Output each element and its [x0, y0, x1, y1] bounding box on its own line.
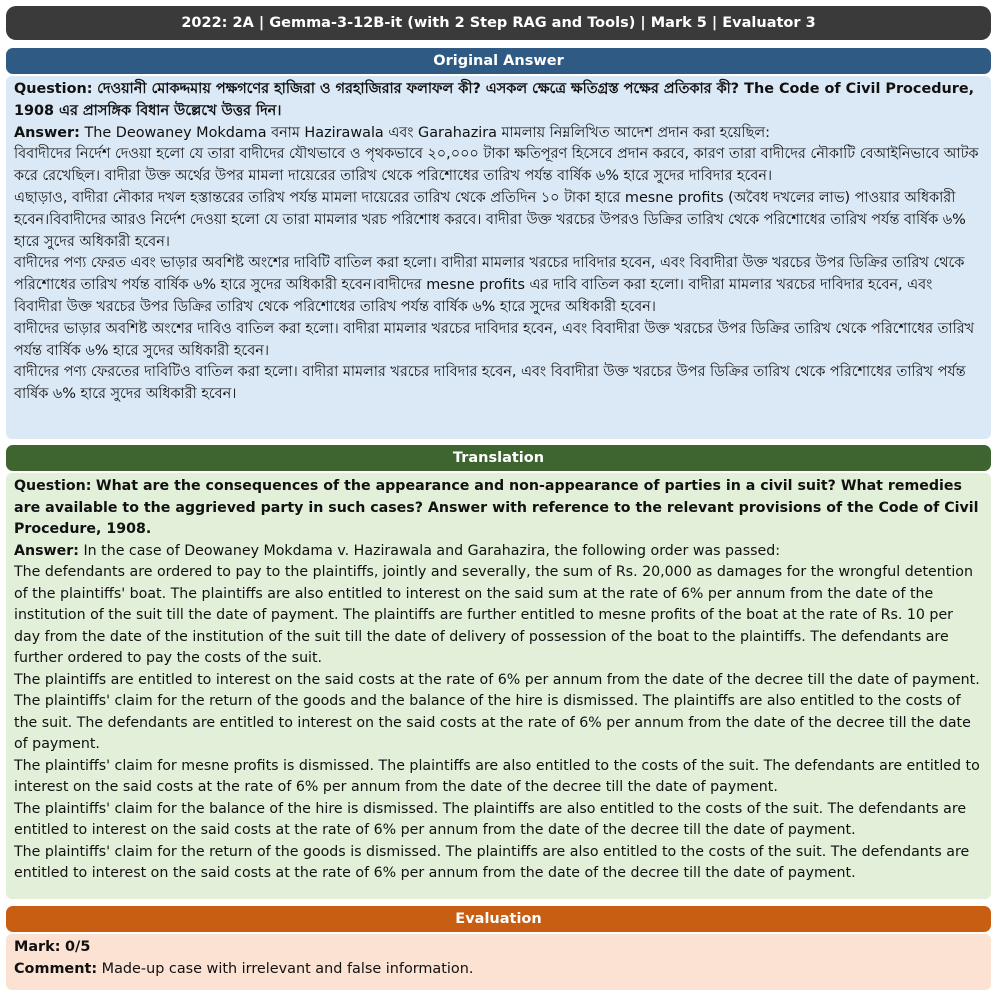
original-paragraph: বাদীদের ভাড়ার অবশিষ্ট অংশের দাবিও বাতিল করা হলো। বাদীরা মামলার খরচের দাবিদার হবেন, এবং বিবাদীরা উক্ত খরচের উপর ডিক্রির তারিখ থেকে পরিশোধের তারিখ পর্যন্ত বার্ষিক ৬% হারে সুদের অধিকারী হবেন। [14, 320, 975, 359]
evaluation-mark [14, 937, 983, 959]
translation-answer-label: Answer: [14, 542, 79, 559]
translation-answer-intro [14, 541, 983, 563]
comment-text: Made-up case with irrelevant and false information. [101, 960, 474, 977]
translation-body [6, 473, 991, 899]
original-paragraph: বাদীদের পণ্য ফেরতের দাবিটিও বাতিল করা হলো। বাদীরা মামলার খরচের দাবিদার হবেন, এবং বিবাদীরা উক্ত খরচের উপর ডিক্রির তারিখ থেকে পরিশোধের তারিখ পর্যন্ত বার্ষিক ৬% হারে সুদের অধিকারী হবেন। [14, 364, 966, 403]
translation-paragraph: The plaintiffs' claim for the balance of the hire is dismissed. The plaintiffs are also entitled to the costs of the suit. The defendants are entitled to interest on the said costs at the rate of 6% per annum from the date of the decree till the date of payment. [14, 800, 967, 838]
translation-header: Translation [6, 445, 991, 471]
translation-question-label: Question: [14, 478, 92, 494]
translation-paragraph: The defendants are ordered to pay to the plaintiffs, jointly and severally, the sum of Rs. 20,000 as damages for the wrongful detention of the plaintiffs' boat. The plaintiffs are also entitled to interest on the said sum at the rate of 6% per annum from the date of the institution of the suit till the date of payment. The plaintiffs are further entitled to mesne profits of the boat at the rate of Rs. 10 per day from the date of the institution of the suit till the date of delivery of possession of the boat to the plaintiffs. The defendants are further ordered to pay the costs of the suit. [14, 564, 973, 666]
translation-paragraph: The plaintiffs are entitled to interest on the said costs at the rate of 6% per annum from the date of the decree till the date of payment. [14, 671, 980, 688]
original-answer-intro-text: The Deowaney Mokdama বনাম Hazirawala এবং Garahazira মামলায় নিম্নলিখিত আদেশ প্রদান করা হয়েছিল: [84, 124, 770, 141]
original-answer-header: Original Answer [6, 48, 991, 74]
evaluation-header: Evaluation [6, 906, 991, 932]
translation-paragraph: The plaintiffs' claim for the return of the goods and the balance of the hire is dismissed. The plaintiffs are also entitled to the costs of the suit. The defendants are entitled to interest on the said costs at the rate of 6% per annum from the date of the decree till the date of payment. [14, 693, 971, 752]
original-paragraph: বিবাদীদের নির্দেশ দেওয়া হলো যে তারা বাদীদের যৌথভাবে ও পৃথকভাবে ২০,০০০ টাকা ক্ষতিপূরণ হিসেবে প্রদান করবে, কারণ তারা বাদীদের নৌকাটি বেআইনিভাবে আটক করে রেখেছিল। বাদীরা উক্ত অর্থের উপর মামলা দায়েরের তারিখ থেকে পরিশোধের তারিখ পর্যন্ত বার্ষিক ৬% হারে সুদের দাবিদার হবেন। [14, 146, 979, 185]
original-paragraph: এছাড়াও, বাদীরা নৌকার দখল হস্তান্তরের তারিখ পর্যন্ত মামলা দায়েরের তারিখ থেকে প্রতিদিন ১০ টাকা হারে mesne profits (অবৈধ দখলের লাভ) পাওয়ার অধিকারী হবেন।বিবাদীদের আরও নির্দেশ দেওয়া হলো যে তারা মামলার খরচ পরিশোধ করবে। বাদীরা উক্ত খরচের উপরও ডিক্রির তারিখ থেকে পরিশোধের তারিখ পর্যন্ত বার্ষিক ৬% হারে সুদের অধিকারী হবেন। [14, 189, 966, 250]
mark-value: 0/5 [65, 939, 91, 955]
page-title: 2022: 2A | Gemma-3-12B-it (with 2 Step RAG and Tools) | Mark 5 | Evaluator 3 [6, 6, 991, 40]
translation-paragraph: The plaintiffs' claim for mesne profits is dismissed. The plaintiffs are also entitled to the costs of the suit. The defendants are entitled to interest on the said costs at the rate of 6% per annum from the date of the decree till the date of payment. [14, 757, 980, 795]
original-question-text: দেওয়ানী মোকদ্দমায় পক্ষগণের হাজিরা ও গরহাজিরার ফলাফল কী? এসকল ক্ষেত্রে ক্ষতিগ্রস্ত পক্ষের প্রতিকার কী? The Code of Civil Procedure, 1908 এর প্রাসঙ্গিক বিধান উল্লেখে উত্তর দিন। [14, 81, 975, 119]
original-question [14, 79, 983, 123]
original-answer-intro [14, 123, 983, 145]
evaluation-body [6, 934, 991, 990]
comment-label: Comment: [14, 960, 98, 977]
translation-answer-intro-text: In the case of Deowaney Mokdama v. Hazirawala and Garahazira, the following order was passed: [83, 542, 781, 559]
original-answer-label: Answer: [14, 124, 80, 141]
evaluation-comment [14, 959, 983, 981]
original-answer-body [6, 76, 991, 439]
original-question-label: Question: [14, 81, 93, 97]
translation-question [14, 476, 983, 541]
mark-label: Mark: [14, 939, 61, 955]
translation-question-text: What are the consequences of the appearance and non-appearance of parties in a civil suit? What remedies are available to the aggrieved party in such cases? Answer with reference to the relevant provisions of the Code of Civil Procedure, 1908. [14, 478, 979, 537]
original-paragraph: বাদীদের পণ্য ফেরত এবং ভাড়ার অবশিষ্ট অংশের দাবিটি বাতিল করা হলো। বাদীরা মামলার খরচের দাবিদার হবেন, এবং বিবাদীরা উক্ত খরচের উপর ডিক্রির তারিখ থেকে পরিশোধের তারিখ পর্যন্ত বার্ষিক ৬% হারে সুদের অধিকারী হবেন।বাদীদের mesne profits এর দাবি বাতিল করা হলো। বাদীরা মামলার খরচের দাবিদার হবেন, এবং বিবাদীরা উক্ত খরচের উপর ডিক্রির তারিখ থেকে পরিশোধের তারিখ পর্যন্ত বার্ষিক ৬% হারে সুদের অধিকারী হবেন। [14, 255, 965, 315]
translation-paragraph: The plaintiffs' claim for the return of the goods is dismissed. The plaintiffs are also entitled to the costs of the suit. The defendants are entitled to interest on the said costs at the rate of 6% per annum from the date of the decree till the date of payment. [14, 843, 970, 881]
